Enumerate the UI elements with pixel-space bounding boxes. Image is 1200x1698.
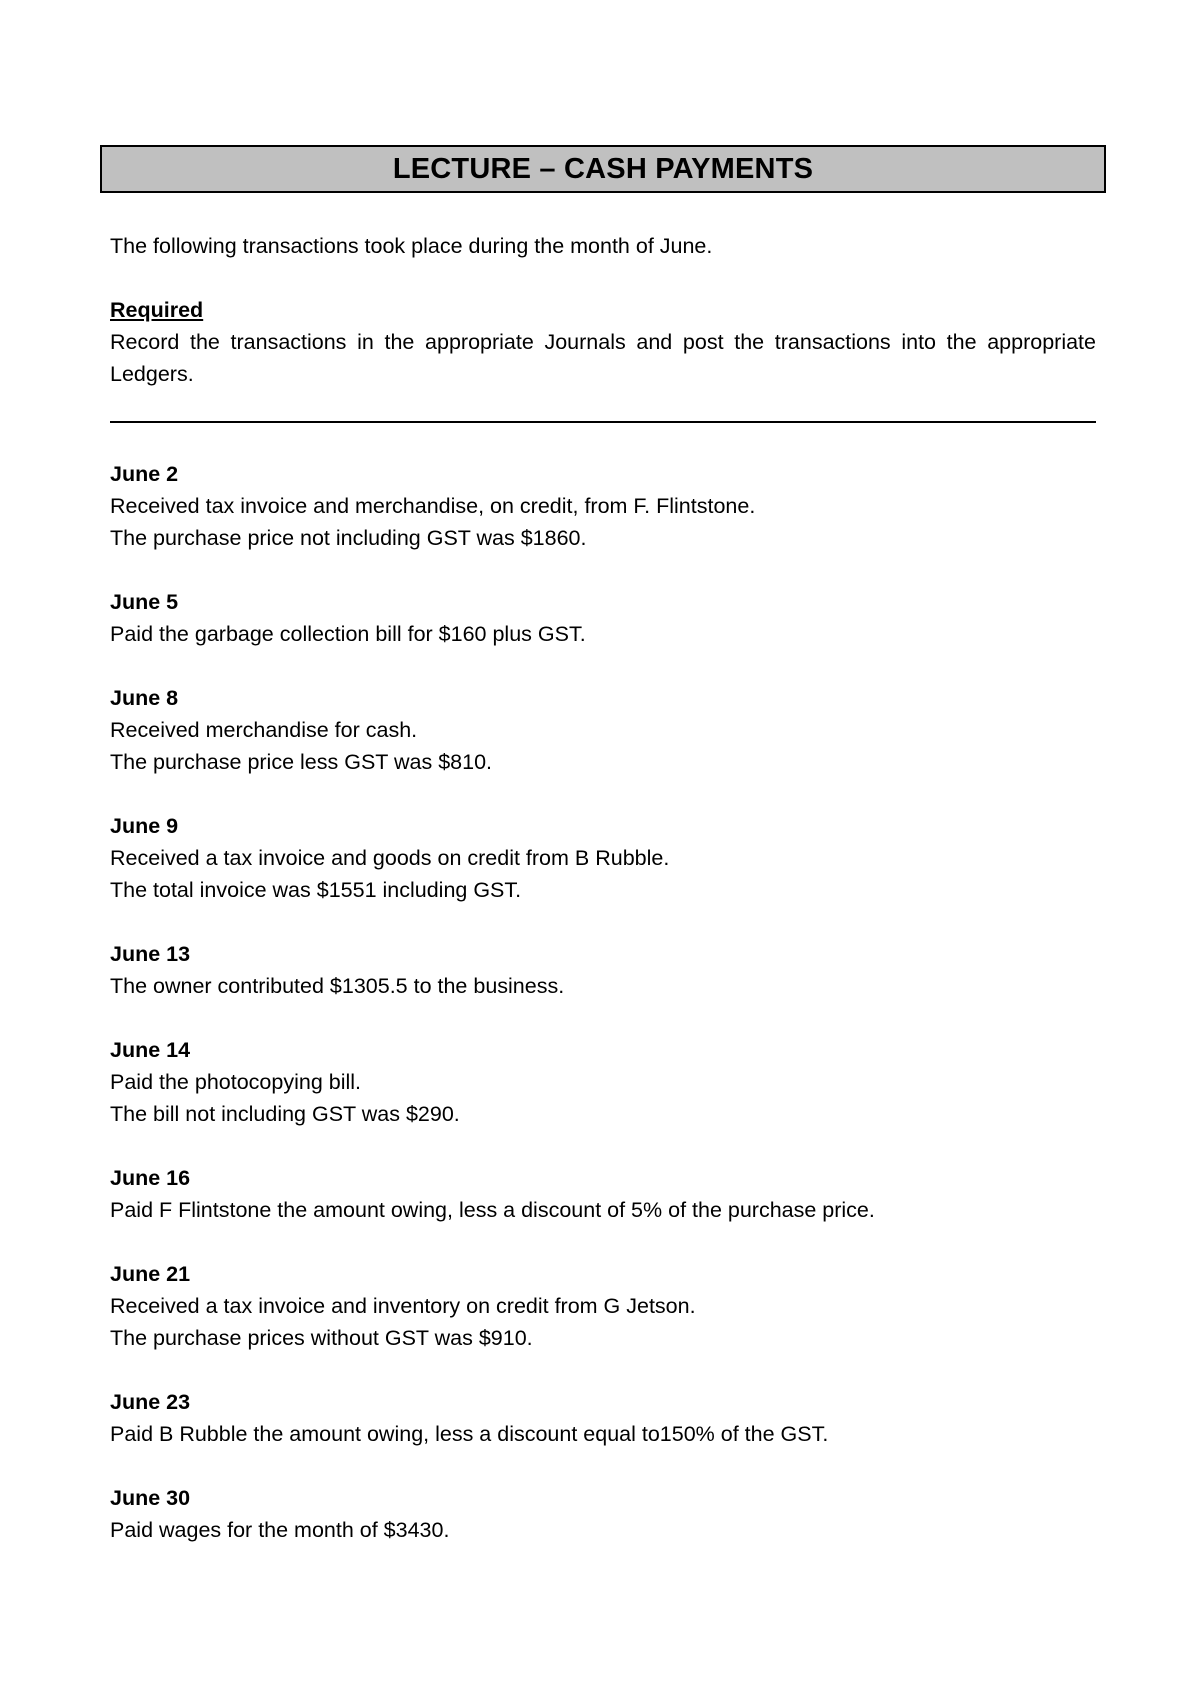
transaction-item — [110, 1034, 1096, 1130]
transaction-line: The bill not including GST was $290. — [110, 1102, 460, 1126]
intro-section — [110, 230, 1096, 390]
transaction-item — [110, 1162, 1096, 1226]
transaction-item — [110, 1386, 1096, 1450]
transaction-line: Paid F Flintstone the amount owing, less a discount of 5% of the purchase price. — [110, 1198, 875, 1222]
transaction-item — [110, 458, 1096, 554]
transaction-date: June 5 — [110, 590, 179, 614]
transaction-date: June 16 — [110, 1166, 191, 1190]
transaction-line: Paid B Rubble the amount owing, less a discount equal to150% of the GST. — [110, 1422, 829, 1446]
transaction-item — [110, 1482, 1096, 1546]
required-heading: Required — [110, 298, 204, 322]
transaction-line: The purchase price less GST was $810. — [110, 750, 493, 774]
transaction-date: June 23 — [110, 1390, 191, 1414]
transaction-date: June 30 — [110, 1486, 191, 1510]
page-title: LECTURE – CASH PAYMENTS — [392, 152, 814, 185]
transaction-date: June 21 — [110, 1262, 191, 1286]
transaction-line: Received a tax invoice and inventory on credit from G Jetson. — [110, 1294, 696, 1318]
transaction-item — [110, 682, 1096, 778]
section-divider — [110, 421, 1096, 423]
transaction-line: Paid the photocopying bill. — [110, 1070, 362, 1094]
transaction-line: The total invoice was $1551 including GST. — [110, 878, 522, 902]
transaction-date: June 8 — [110, 686, 179, 710]
transaction-line: Paid the garbage collection bill for $160 plus GST. — [110, 622, 586, 646]
transaction-item — [110, 586, 1096, 650]
transaction-line: Received a tax invoice and goods on credit from B Rubble. — [110, 846, 670, 870]
transaction-line: The purchase prices without GST was $910. — [110, 1326, 533, 1350]
title-banner — [100, 145, 1106, 193]
transaction-date: June 13 — [110, 942, 191, 966]
intro-text: The following transactions took place during the month of June. — [110, 234, 713, 258]
transaction-item — [110, 938, 1096, 1002]
transaction-line: Paid wages for the month of $3430. — [110, 1518, 450, 1542]
transaction-line: Received merchandise for cash. — [110, 718, 418, 742]
transaction-line: The purchase price not including GST was $1860. — [110, 526, 587, 550]
transaction-date: June 14 — [110, 1038, 191, 1062]
transaction-list — [110, 458, 1096, 1578]
transaction-line: Received tax invoice and merchandise, on credit, from F. Flintstone. — [110, 494, 756, 518]
transaction-date: June 9 — [110, 814, 179, 838]
transaction-item — [110, 1258, 1096, 1354]
required-text: Record the transactions in the appropriate Journals and post the transactions into the appropriate Ledgers. — [110, 330, 1096, 386]
transaction-line: The owner contributed $1305.5 to the business. — [110, 974, 565, 998]
transaction-item — [110, 810, 1096, 906]
transaction-date: June 2 — [110, 462, 179, 486]
